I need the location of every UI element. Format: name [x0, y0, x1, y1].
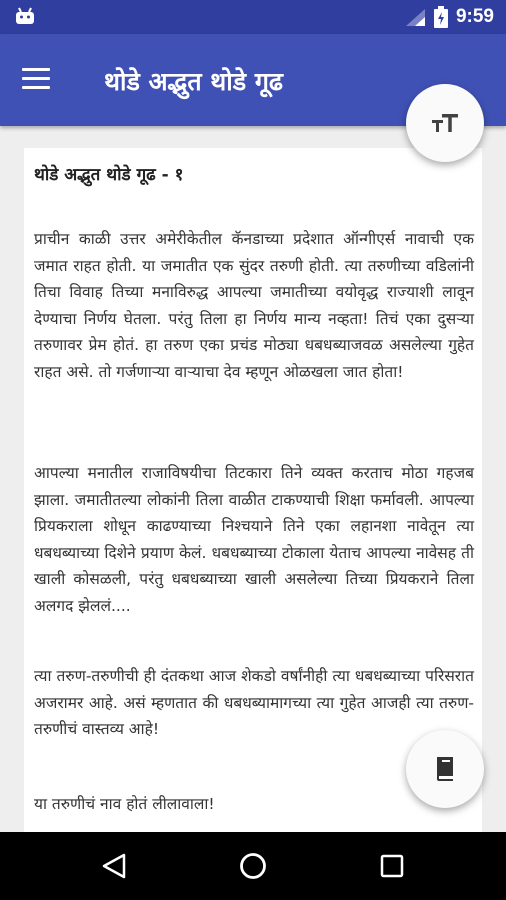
home-circle-icon — [238, 851, 268, 881]
story-card — [24, 148, 482, 832]
home-button[interactable] — [231, 846, 275, 886]
story-paragraph-2: आपल्या मनातील राजाविषयीचा तिटकारा तिने व्यक्त करताच मोठा गहजब झाला. जमातीतल्या लोकांनी तिला वाळीत टाकण्याची शिक्षा फर्मावली. आपल्या प्रियकराला शोधून काढण्याच्या निश्चयाने तिने एका लहानशा नावेतून त्या धबधब्याच्या दिशेने प्रयाण केलं. धबधब्याच्या टोकाला येताच आपल्या नावेसह ती खाली कोसळली, परंतु धबधब्याच्या खाली असलेल्या तिच्या प्रियकराने तिला अलगद झेललं.... — [34, 464, 474, 615]
recents-button[interactable] — [370, 846, 414, 886]
hamburger-menu-icon[interactable] — [18, 62, 54, 98]
font-size-button[interactable] — [406, 84, 484, 162]
back-button[interactable] — [92, 846, 136, 886]
story-paragraph-1: प्राचीन काळी उत्तर अमेरीकेतील कॅनडाच्या प्रदेशात ऑन्गीएर्स नावाची एक जमात राहत होती. या जमातीत एक सुंदर तरुणी होती. त्या तरुणीच्या वडिलांनी तिचा विवाह तिच्या मनाविरुद्ध आपल्या जमातीच्या वयोवृद्ध राज्याशी लावून देण्याचा निर्णय घेतला. परंतु तिला हा निर्णय मान्य नव्हता! तिचं एका दुसऱ्या तरुणावर प्रेम होतं. हा तरुण एका प्रचंड मोठ्या धबधब्याजवळ असलेल्या गुहेत राहत असे. तो गर्जणाऱ्या वाऱ्याचा देव म्हणून ओळखला जात होता! — [34, 230, 474, 381]
back-triangle-icon — [101, 852, 127, 880]
story-paragraph-3: त्या तरुण-तरुणीची ही दंतकथा आज शेकडो वर्षांनीही त्या धबधब्याच्या परिसरात अजरामर आहे. असं म्हणतात की धबधब्यामागच्या त्या गुहेत आजही त्या तरुण-तरुणीचं वास्तव्य आहे! — [34, 667, 474, 738]
wifi-icon — [404, 7, 426, 27]
story-paragraph-4: या तरुणीचं नाव होतं लीलावाला! — [34, 795, 215, 813]
status-bar — [0, 0, 506, 34]
story-title: थोडे अद्भुत थोडे गूढ - १ — [34, 165, 184, 185]
book-icon — [434, 756, 456, 782]
book-button[interactable] — [406, 730, 484, 808]
battery-icon — [434, 6, 448, 28]
system-nav-bar — [0, 832, 506, 900]
app-title: थोडे अद्भुत थोडे गूढ — [104, 67, 283, 96]
recents-square-icon — [379, 853, 405, 879]
android-icon — [14, 7, 36, 25]
status-time: 9:59 — [455, 6, 494, 27]
text-size-icon — [430, 111, 460, 135]
